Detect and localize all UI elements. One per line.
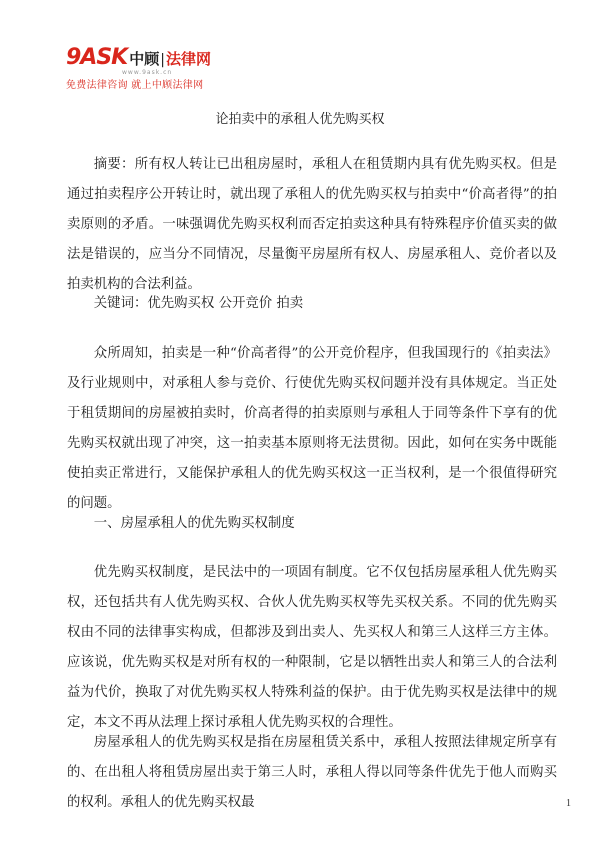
document-title: 论拍卖中的承租人优先购买权	[215, 112, 385, 127]
site-logo[interactable]	[66, 46, 216, 96]
logo-slogan: 免费法律咨询 就上中顾法律网	[66, 80, 204, 91]
logo-brand: 中顾	[129, 50, 160, 68]
keywords-line: 关键词：优先购买权 公开竞价 拍卖	[93, 296, 304, 311]
logo-wordmark	[66, 46, 216, 70]
body-paragraph: 房屋承租人的优先购买权是指在房屋租赁关系中，承租人按照法律规定所享有的、在出租人将租赁房屋出卖于第三人时，承租人得以同等条件优先于他人而购买的权利。承租人的优先购买权最	[67, 735, 557, 810]
abstract-paragraph: 摘要：所有权人转让已出租房屋时，承租人在租赁期内具有优先购买权。但是通过拍卖程序公开转让时，就出现了承租人的优先购买权与拍卖中“价高者得”的拍卖原则的矛盾。一味强调优先购买权利而否定拍卖这种具有特殊程序价值买卖的做法是错误的，应当分不同情况，尽量衡平房屋所有权人、房屋承租人、竞价者以及拍卖机构的合法利益。	[67, 157, 557, 292]
body-paragraph: 优先购买权制度，是民法中的一项固有制度。它不仅包括房屋承租人优先购买权，还包括共有人优先购买权、合伙人优先购买权等先买权关系。不同的优先购买权由不同的法律事实构成，但都涉及到出卖人、先买权人和第三人这样三方主体。应该说，优先购买权是对所有权的一种限制，它是以牺牲出卖人和第三人的合法利益为代价，换取了对优先购买权人特殊利益的保护。由于优先购买权是法律中的规定，本文不再从法理上探讨承租人优先购买权的合理性。	[67, 565, 557, 730]
section-heading: 一、房屋承租人的优先购买权制度	[93, 516, 295, 531]
logo-mark: 9ASK	[66, 45, 128, 70]
intro-paragraph: 众所周知，拍卖是一种“价高者得”的公开竞价程序，但我国现行的《拍卖法》及行业规则中，对承租人参与竞价、行使优先购买权问题并没有具体规定。当正处于租赁期间的房屋被拍卖时，价高者得的拍卖原则与承租人于同等条件下享有的优先购买权就出现了冲突，这一拍卖基本原则将无法贯彻。因此，如何在实务中既能使拍卖正常进行，又能保护承租人的优先购买权这一正当权利，是一个很值得研究的问题。	[67, 346, 557, 511]
page-number: 1	[566, 798, 571, 809]
logo-domain: www.9ask.cn	[122, 69, 173, 76]
logo-site-name: 法律网	[165, 50, 211, 68]
logo-separator: |	[160, 52, 165, 68]
